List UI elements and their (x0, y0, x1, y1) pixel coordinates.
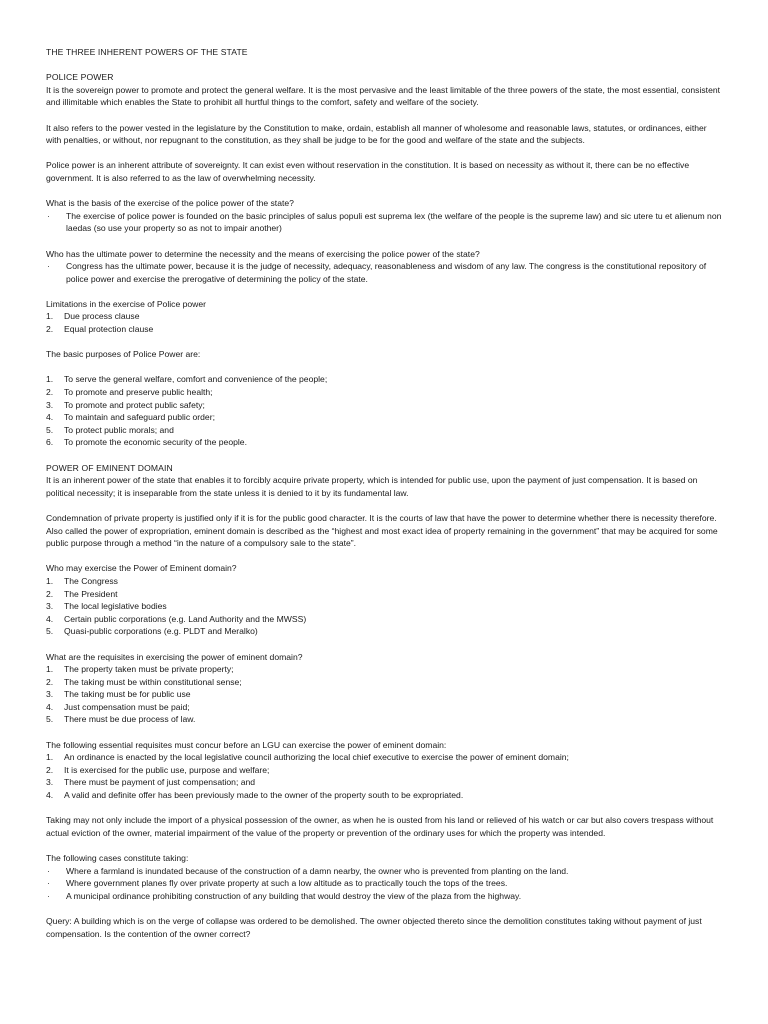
list-number: 4. (46, 701, 54, 712)
list-item-text: There must be due process of law. (64, 714, 196, 725)
list-number: 1. (46, 575, 54, 586)
list-item (46, 260, 722, 285)
paragraph: Condemnation of private property is justified only if it is for the public good character. It is the courts of law that have the power to determine whether there is necessity therefore. Also called the power of expropriation, eminent domain is described as the “highest and most exact idea of property remaining in the government” that may be acquired for some public purpose through a method “in the nature of a compulsory sale to the state”. (46, 512, 718, 549)
list-item-text: To maintain and safeguard public order; (64, 412, 215, 423)
list-item (46, 890, 722, 903)
list-item (46, 789, 722, 802)
list-item-text: To promote the economic security of the people. (64, 437, 247, 448)
list-item (46, 764, 722, 777)
list-number: 5. (46, 424, 54, 435)
taking-cases-list (46, 865, 722, 903)
answer: Congress has the ultimate power, because it is the judge of necessity, adequacy, reasonableness and wisdom of any law. The congress is the constitutional repository of police power and exercise the prerogative of determining the policy of the state. (66, 261, 707, 284)
list-item-text: The taking must be for public use (64, 689, 191, 700)
list-number: 4. (46, 613, 54, 624)
list-item-text: The President (64, 588, 118, 599)
list-number: 3. (46, 777, 54, 788)
list-item-text: The Congress (64, 575, 118, 586)
list-item (46, 713, 722, 726)
document-title: THE THREE INHERENT POWERS OF THE STATE (46, 47, 248, 57)
list-item-text: Certain public corporations (e.g. Land Authority and the MWSS) (64, 613, 307, 624)
bullet-marker: · (47, 210, 50, 221)
bullet-marker: · (47, 890, 50, 901)
paragraph: It is an inherent power of the state that enables it to forcibly acquire private property, which is intended for public use, upon the payment of just compensation. It is based on political necessity; it is inseparable from the state unless it is denied to it by its fundamental law. (46, 475, 698, 498)
question: Who has the ultimate power to determine the necessity and the means of exercising the police power of the state? (46, 248, 480, 259)
bullet-marker: · (47, 878, 50, 889)
list-item-text: To serve the general welfare, comfort and convenience of the people; (64, 374, 328, 385)
list-item (46, 663, 722, 676)
section-heading: The following cases constitute taking: (46, 853, 189, 863)
answer: The exercise of police power is founded on the basic principles of salus populi est suprema lex (the welfare of the people is the supreme law) and sic utere tu et alienum non laedas (so use your property so as not to impair another) (66, 210, 722, 234)
list-number: 5. (46, 714, 54, 725)
paragraph: It also refers to the power vested in the legislature by the Constitution to make, ordain, establish all manner of wholesome and reasonable laws, statutes, or ordinances, either with penalties, or without, nor repugnant to the constitution, as they shall be judge to be for the good and welfare of the state and the subjects. (46, 122, 707, 146)
paragraph: Police power is an inherent attribute of sovereignty. It can exist even without reservation in the constitution. It is based on necessity as without it, there can be no effective government. It is also referred to as the law of overwhelming necessity. (46, 160, 690, 183)
section-heading: Who may exercise the Power of Eminent domain? (46, 563, 237, 574)
list-item (46, 399, 722, 412)
list-item (46, 575, 722, 588)
list-item (46, 625, 722, 638)
list-item (46, 600, 722, 613)
list-number: 1. (46, 752, 54, 763)
section-heading: What are the requisites in exercising the power of eminent domain? (46, 651, 303, 662)
list-item (46, 751, 722, 764)
list-number: 2. (46, 764, 54, 775)
list-item-text: The local legislative bodies (64, 601, 167, 612)
list-item (46, 776, 722, 789)
section-heading: The basic purposes of Police Power are: (46, 349, 201, 360)
list-item-text: An ordinance is enacted by the local legislative council authorizing the local chief executive to exercise the power of eminent domain; (64, 752, 569, 763)
list-number: 2. (46, 324, 54, 335)
eminent-domain-heading: POWER OF EMINENT DOMAIN (46, 462, 173, 473)
list-item (46, 323, 722, 336)
list-number: 4. (46, 412, 54, 423)
limitations-list (46, 310, 722, 335)
list-item (46, 676, 722, 689)
list-item (46, 865, 722, 878)
paragraph: Taking may not only include the import of a physical possession of the owner, as when he is ousted from his land or relieved of his watch or car but also covers trespass without actual eviction of the owner, material impairment of the value of the property or prevention of the ordinary uses for which the property was intended. (46, 815, 714, 838)
paragraph: It is the sovereign power to promote and protect the general welfare. It is the most pervasive and the least limitable of the three powers of the state, the most essential, consistent and illimitable which enables the State to prohibit all hurtful things to the comfort, safety and welfare of the society. (46, 84, 721, 108)
list-item (46, 701, 722, 714)
list-item (46, 373, 722, 386)
list-item (46, 688, 722, 701)
list-number: 2. (46, 387, 54, 398)
police-power-heading: POLICE POWER (46, 72, 114, 83)
list-item-text: To protect public morals; and (64, 424, 174, 435)
purposes-list (46, 373, 722, 449)
query-paragraph: Query: A building which is on the verge of collapse was ordered to be demolished. The owner objected thereto since the demolition constitutes taking without payment of just compensation. Is the contention of the owner correct? (46, 915, 702, 939)
list-item-text: To promote and protect public safety; (64, 399, 205, 410)
section-heading: The following essential requisites must concur before an LGU can exercise the power of eminent domain: (46, 739, 447, 750)
list-item-text: To promote and preserve public health; (64, 387, 213, 398)
list-number: 3. (46, 601, 54, 612)
bullet-marker: · (47, 865, 50, 876)
list-item (46, 613, 722, 626)
list-item (46, 436, 722, 449)
lgu-requisites-list (46, 751, 722, 801)
list-item-text: A municipal ordinance prohibiting construction of any building that would destroy the view of the plaza from the highway. (66, 890, 522, 901)
list-number: 1. (46, 374, 54, 385)
list-item-text: The taking must be within constitutional sense; (64, 676, 242, 687)
list-item-text: Just compensation must be paid; (64, 701, 190, 712)
list-item-text: It is exercised for the public use, purpose and welfare; (64, 764, 270, 775)
list-item (46, 424, 722, 437)
question: What is the basis of the exercise of the police power of the state? (46, 198, 294, 209)
list-number: 2. (46, 676, 54, 687)
requisites-list (46, 663, 722, 726)
list-number: 1. (46, 664, 54, 675)
list-item-text: Due process clause (64, 311, 140, 322)
list-number: 2. (46, 588, 54, 599)
list-item (46, 411, 722, 424)
list-item-text: Equal protection clause (64, 324, 154, 335)
list-item-text: Where a farmland is inundated because of the construction of a damn nearby, the owner who is prevented from planting on the land. (66, 865, 569, 876)
list-item-text: Quasi-public corporations (e.g. PLDT and Meralko) (64, 626, 258, 637)
list-item (46, 310, 722, 323)
list-item (46, 588, 722, 601)
list-number: 5. (46, 626, 54, 637)
list-item (46, 386, 722, 399)
list-item-text: A valid and definite offer has been previously made to the owner of the property south to be expropriated. (64, 790, 464, 801)
list-number: 6. (46, 437, 54, 448)
list-number: 4. (46, 790, 54, 801)
who-may-exercise-list (46, 575, 722, 638)
list-item (46, 210, 722, 235)
list-item-text: The property taken must be private property; (64, 664, 234, 675)
list-item-text: Where government planes fly over private property at such a low altitude as to practically touch the tops of the trees. (66, 878, 508, 889)
list-number: 1. (46, 311, 54, 322)
list-item (46, 877, 722, 890)
list-number: 3. (46, 689, 54, 700)
list-number: 3. (46, 399, 54, 410)
list-item-text: There must be payment of just compensation; and (64, 777, 256, 788)
bullet-marker: · (47, 261, 50, 272)
section-heading: Limitations in the exercise of Police power (46, 298, 207, 309)
